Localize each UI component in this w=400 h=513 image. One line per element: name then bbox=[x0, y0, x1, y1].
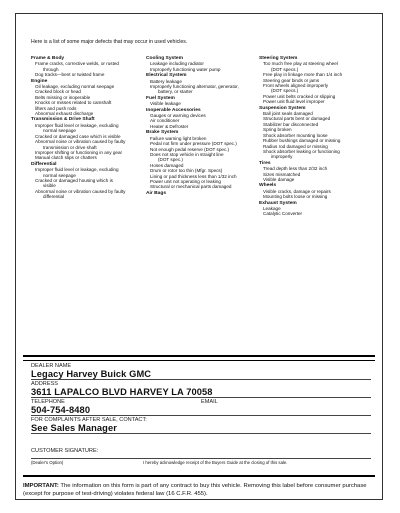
defect-item: Structural or mechanical parts damaged bbox=[150, 184, 232, 190]
telephone-value: 504-754-8480 bbox=[31, 405, 91, 415]
defect-item: transmission or drive shaft bbox=[43, 144, 97, 150]
defect-item: Radius rod damaged or missing bbox=[263, 143, 328, 149]
section-heading: Inoperable Accessories bbox=[146, 107, 201, 113]
defect-item: Gauges or warning devices bbox=[150, 113, 206, 119]
defect-item: Failure warning light broken bbox=[150, 135, 207, 141]
defect-item: Leakage bbox=[263, 205, 281, 211]
defect-item: Oil leakage, excluding normal seepage bbox=[35, 84, 115, 90]
defects-column-3 bbox=[259, 55, 374, 217]
defect-item: Power unit not operating or leaking bbox=[150, 178, 221, 184]
section-heading: Steering System bbox=[259, 56, 298, 61]
email-label: EMAIL bbox=[201, 399, 218, 405]
complaints-value: See Sales Manager bbox=[31, 423, 117, 433]
defect-item: Cracked block or head bbox=[35, 89, 81, 95]
defect-item: Free play in linkage more than 1/4 inch bbox=[263, 72, 343, 78]
defect-item: Manual clutch slips or chatters bbox=[35, 155, 97, 161]
signature-label: CUSTOMER SIGNATURE: bbox=[31, 448, 99, 454]
telephone-label-row bbox=[31, 399, 371, 405]
signature-line bbox=[31, 458, 371, 459]
defect-item: Power unit fluid level improper bbox=[263, 99, 325, 105]
defects-column-1 bbox=[31, 55, 146, 200]
defect-item: Abnormal exhaust discharge bbox=[35, 111, 94, 117]
defect-item: Abnormal noise or vibration caused by faulty bbox=[35, 139, 126, 145]
section-heading: Frame & Body bbox=[31, 56, 65, 61]
section-heading: Exhaust System bbox=[259, 200, 297, 206]
defect-item: Cracked or damaged case which is visible bbox=[35, 133, 121, 139]
defect-item: Cracked or damaged housing which is bbox=[35, 177, 113, 183]
defect-item: Visible cracks, damage or repairs bbox=[263, 188, 331, 194]
important-notice bbox=[23, 483, 375, 498]
section-heading: Brake System bbox=[146, 130, 179, 136]
dealer-name-value: Legacy Harvey Buick GMC bbox=[31, 369, 152, 379]
defect-item: Belts missing or inoperable bbox=[35, 94, 91, 100]
dealer-name-field bbox=[31, 363, 371, 380]
section-heading: Cooling System bbox=[146, 56, 183, 61]
section-heading: Wheels bbox=[259, 183, 277, 189]
defect-item: (DOT specs.) bbox=[271, 66, 299, 72]
complaints-line bbox=[31, 433, 371, 434]
defect-item: Steering gear binds or jams bbox=[263, 77, 320, 83]
telephone-line bbox=[31, 415, 371, 416]
dealer-name-label: DEALER NAME bbox=[31, 363, 72, 369]
defect-item: Improper fluid level or leakage, excluding bbox=[35, 167, 119, 173]
defect-item: Sizes mismatched bbox=[263, 171, 301, 177]
section-heading: Electrical System bbox=[146, 73, 187, 79]
defect-item: battery, or starter bbox=[158, 89, 193, 95]
defect-item: Visible leakage bbox=[150, 101, 181, 107]
defect-item: improperly bbox=[271, 154, 293, 160]
defect-item: through bbox=[43, 66, 59, 72]
address-label: ADDRESS bbox=[31, 381, 59, 387]
defect-item: Spring broken bbox=[263, 127, 292, 133]
defect-item: Lining or pad thickness less than 1/32 inch bbox=[150, 173, 237, 179]
defect-item: Improper fluid level or leakage, excluding bbox=[35, 122, 119, 128]
defect-item: Stabilizer bar disconnected bbox=[263, 121, 319, 127]
defect-item: normal seepage bbox=[43, 172, 76, 178]
defect-item: Drum or rotor too thin (Mfgr. Specs) bbox=[150, 168, 223, 174]
address-value: 3611 LAPALCO BLVD HARVEY LA 70058 bbox=[31, 387, 213, 397]
defect-item: Shock absorber leaking or functioning bbox=[263, 148, 340, 154]
section-heading: Suspension System bbox=[259, 105, 306, 111]
defect-item: Too much free play at steering wheel bbox=[263, 61, 338, 67]
intro-text: Here is a list of some major defects that may occur in used vehicles. bbox=[31, 39, 188, 45]
defect-item: differential bbox=[43, 194, 65, 200]
defect-item: Heater & Defroster bbox=[150, 123, 189, 129]
defect-item: Rubber bushings damaged or missing bbox=[263, 138, 341, 144]
section-divider bbox=[23, 355, 375, 357]
defect-item: Knocks or misses related to camshaft bbox=[35, 100, 112, 106]
defect-item: Power unit belts cracked or slipping bbox=[263, 93, 336, 99]
section-heading: Transmission & Drive Shaft bbox=[31, 117, 95, 123]
defect-item: Dog tracks—bent or twisted frame bbox=[35, 72, 105, 78]
defect-item: Air conditioner bbox=[150, 118, 180, 124]
defect-item: Improperly functioning alternator, generator, bbox=[150, 84, 239, 90]
section-heading: Differential bbox=[31, 161, 57, 167]
defect-item: Shock absorber mounting loose bbox=[263, 132, 328, 138]
section-heading: Engine bbox=[31, 78, 48, 84]
defect-item: Mounting bolts loose or missing bbox=[263, 194, 328, 200]
bottom-divider bbox=[23, 475, 375, 477]
section-heading: Tires bbox=[259, 160, 271, 166]
defect-item: Front wheels aligned improperly bbox=[263, 83, 329, 89]
telephone-label: TELEPHONE bbox=[31, 399, 65, 405]
defect-item: Improperly functioning water pump bbox=[150, 66, 221, 72]
section-divider-thin bbox=[23, 360, 375, 361]
defect-item: Improper shifting or functioning in any gear bbox=[35, 149, 123, 155]
complaints-field bbox=[31, 417, 371, 434]
defect-item: Catalytic Converter bbox=[263, 211, 303, 217]
address-field bbox=[31, 381, 371, 398]
defect-item: Leakage including radiator bbox=[150, 61, 204, 67]
defect-item: Frame cracks, corrective welds, or rusted bbox=[35, 61, 119, 67]
important-lead: IMPORTANT: bbox=[23, 483, 59, 489]
dealer-option-text: (Dealer's Option) bbox=[31, 460, 64, 465]
defect-item: Battery leakage bbox=[150, 78, 182, 84]
defect-item: lifters and push rods bbox=[35, 105, 77, 111]
complaints-label: FOR COMPLAINTS AFTER SALE, CONTACT: bbox=[31, 417, 147, 423]
defect-item: Hoses damaged bbox=[150, 162, 184, 168]
defect-item: Ball joint seals damaged bbox=[263, 111, 313, 117]
defect-item: normal seepage bbox=[43, 128, 76, 134]
defect-item: Not enough pedal reserve (DOT spec.) bbox=[150, 146, 230, 152]
defect-item: Pedal not firm under pressure (DOT spec.) bbox=[150, 141, 237, 147]
telephone-field bbox=[31, 399, 371, 416]
defect-item: (DOT spec.) bbox=[158, 157, 183, 163]
section-heading: Fuel System bbox=[146, 95, 175, 101]
signature-field bbox=[31, 448, 371, 465]
acknowledgement-text: I hereby acknowledge receipt of the Buyers Guide at the closing of this sale. bbox=[143, 460, 288, 465]
defect-item: (DOT specs.) bbox=[271, 88, 299, 94]
dealer-name-line bbox=[31, 379, 371, 380]
defect-item: visible bbox=[43, 183, 56, 189]
defect-item: Structural parts bent or damaged bbox=[263, 116, 331, 122]
signature-notes bbox=[31, 460, 371, 465]
defect-item: Abnormal noise or vibration caused by faulty bbox=[35, 188, 126, 194]
defect-item: Visible damage bbox=[263, 176, 295, 182]
section-heading: Air Bags bbox=[146, 190, 167, 196]
important-text: The information on this form is part of any contract to buy this vehicle. Removing this label before consumer purchase (except for purpose of test-driving) violates federal law (16 C.F.R. 455). bbox=[23, 483, 367, 497]
address-line bbox=[31, 397, 371, 398]
defect-item: Tread depth less than 2/32 inch bbox=[263, 166, 328, 172]
defects-column-2 bbox=[146, 55, 256, 196]
defect-item: Does not stop vehicle in straight line bbox=[150, 151, 224, 157]
